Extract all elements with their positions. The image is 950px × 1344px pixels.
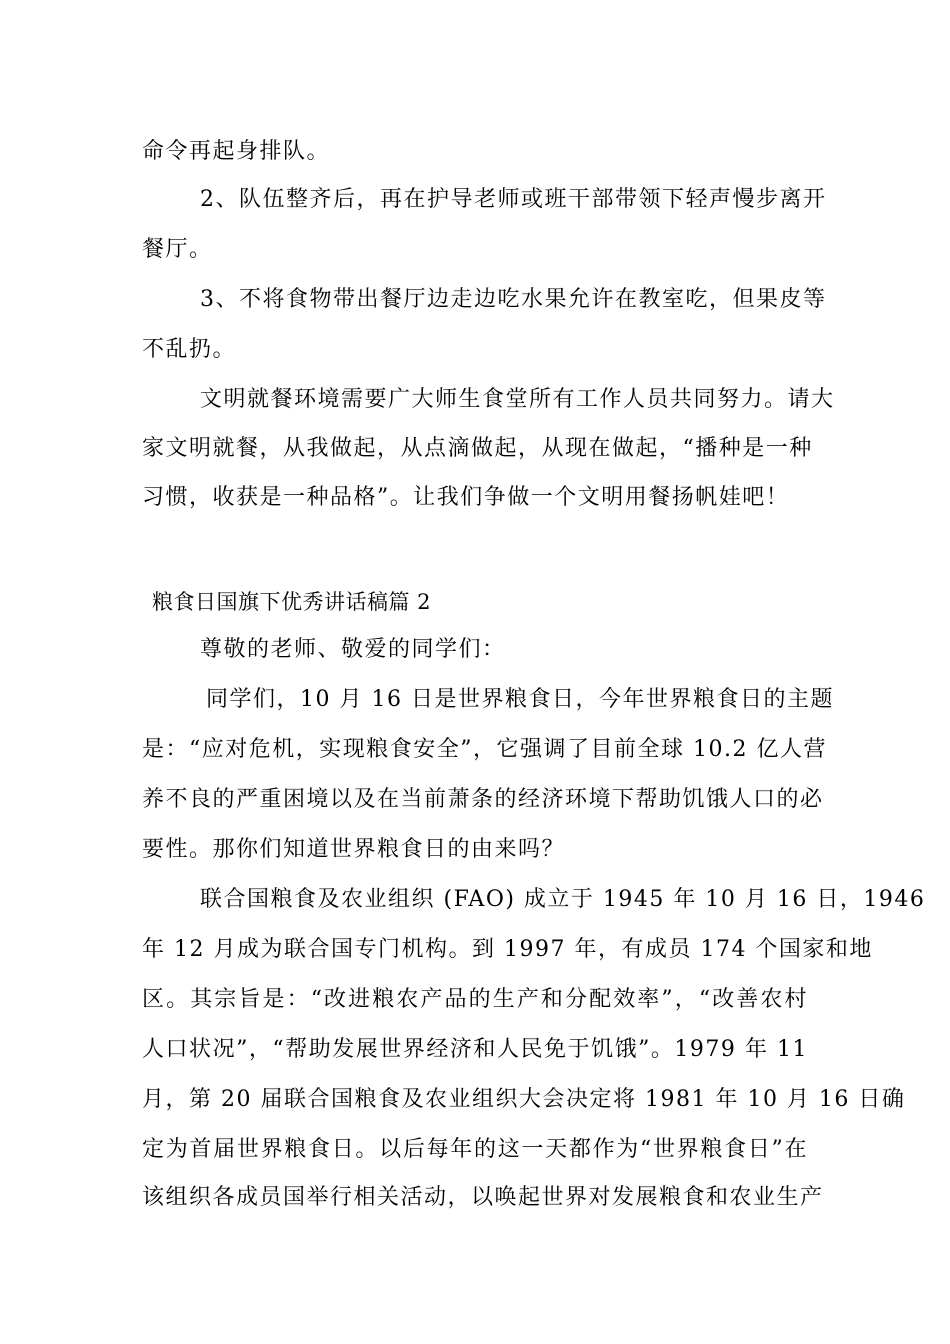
text-line: 家文明就餐，从我做起，从点滴做起，从现在做起，“播种是一种 xyxy=(142,436,813,461)
text-line: 月，第 20 届联合国粮食及农业组织大会决定将 1981 年 10 月 16 日确 xyxy=(142,1087,906,1112)
text-line: 2、队伍整齐后，再在护导老师或班干部带领下轻声慢步离开 xyxy=(200,187,827,212)
text-line: 3、不将食物带出餐厅边走边吃水果允许在教室吃，但果皮等 xyxy=(200,287,827,312)
text-line: 年 12 月成为联合国专门机构。到 1997 年，有成员 174 个国家和地 xyxy=(142,937,873,962)
text-line: 人口状况”，“帮助发展世界经济和人民免于饥饿”。1979 年 11 xyxy=(142,1037,808,1062)
text-line: 习惯，收获是一种品格”。让我们争做一个文明用餐扬帆娃吧！ xyxy=(142,485,790,510)
text-line: 要性。那你们知道世界粮食日的由来吗？ xyxy=(142,837,566,862)
text-line: 不乱扔。 xyxy=(142,337,237,362)
section-heading: 粮食日国旗下优秀讲话稿篇 2 xyxy=(152,590,432,614)
text-line: 区。其宗旨是：“改进粮农产品的生产和分配效率”，“改善农村 xyxy=(142,987,808,1012)
text-line: 餐厅。 xyxy=(142,237,213,262)
salutation: 尊敬的老师、敬爱的同学们： xyxy=(200,637,506,662)
text-line: 是：“应对危机，实现粮食安全”，它强调了目前全球 10.2 亿人营 xyxy=(142,737,827,762)
text-line: 命令再起身排队。 xyxy=(142,139,331,164)
text-line: 定为首届世界粮食日。以后每年的这一天都作为“世界粮食日”在 xyxy=(142,1137,808,1162)
text-line: 联合国粮食及农业组织 (FAO) 成立于 1945 年 10 月 16 日，1946 xyxy=(200,887,926,912)
text-line: 养不良的严重困境以及在当前萧条的经济环境下帮助饥饿人口的必 xyxy=(142,787,824,812)
text-line: 文明就餐环境需要广大师生食堂所有工作人员共同努力。请大 xyxy=(200,387,835,412)
text-line: 该组织各成员国举行相关活动，以唤起世界对发展粮食和农业生产 xyxy=(142,1185,824,1210)
text-line: 同学们，10 月 16 日是世界粮食日，今年世界粮食日的主题 xyxy=(206,687,834,712)
